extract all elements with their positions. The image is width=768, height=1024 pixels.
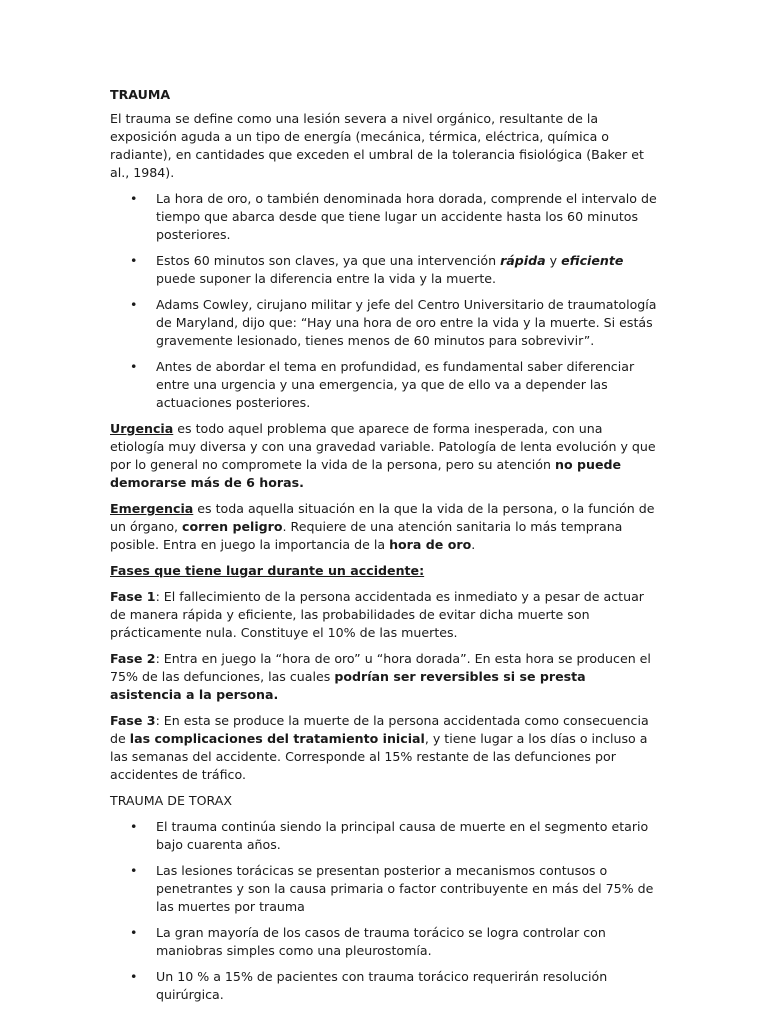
thorax-list <box>110 818 660 1004</box>
list-item <box>110 862 660 916</box>
list-item-text: La hora de oro, o también denominada hora dorada, comprende el intervalo de tiempo que abarca desde que tiene lugar un accidente hasta los 60 minutos posteriores. <box>156 191 657 242</box>
list-item-text: Un 10 % a 15% de pacientes con trauma torácico requerirán resolución quirúrgica. <box>156 969 608 1002</box>
list-item-text: El trauma continúa siendo la principal causa de muerte en el segmento etario bajo cuarenta años. <box>156 819 649 852</box>
document-page <box>110 86 660 1012</box>
bold-text: no puede demorarse más de 6 horas. <box>110 457 622 490</box>
urgencia-paragraph <box>110 420 660 492</box>
list-item-text: Las lesiones torácicas se presentan posterior a mecanismos contusos o penetrantes y son la causa primaria o factor contribuyente en más del 75% de las muertes por trauma <box>156 863 654 914</box>
list-item <box>110 358 660 412</box>
paragraph-text: : Entra en juego la “hora de oro” u “hora dorada”. En esta hora se producen el 75% de las defunciones, las cuales <box>110 651 651 684</box>
fase2-paragraph <box>110 650 660 704</box>
section-title-trauma: TRAUMA <box>110 87 171 102</box>
paragraph-text: . <box>471 537 476 552</box>
list-item-text: puede suponer la diferencia entre la vida y la muerte. <box>156 271 497 286</box>
emergencia-paragraph <box>110 500 660 554</box>
list-item-text: Estos 60 minutos son claves, ya que una intervención <box>156 253 501 268</box>
list-item-text: y <box>545 253 562 268</box>
paragraph-text: es toda aquella situación en la que la vida de la persona, o la función de un órgano, <box>110 501 655 534</box>
fase-label: Fase 2 <box>110 651 156 666</box>
emphasis-rapida: rápida <box>500 253 546 268</box>
section-title-trauma-torax: TRAUMA DE TORAX <box>110 793 232 808</box>
intro-paragraph: El trauma se define como una lesión severa a nivel orgánico, resultante de la exposición aguda a un tipo de energía (mecánica, térmica, eléctrica, química o radiante), en cantidades que exceden el umbral de la tolerancia fisiológica (Baker et al., 1984). <box>110 111 644 180</box>
golden-hour-list <box>110 190 660 412</box>
emphasis-eficiente: eficiente <box>561 253 624 268</box>
list-item-text: Adams Cowley, cirujano militar y jefe del Centro Universitario de traumatología de Maryland, dijo que: “Hay una hora de oro entre la vida y la muerte. Si estás gravemente lesionado, tienes menos de 60 minutos para sobrevivir”. <box>156 297 657 348</box>
term-emergencia: Emergencia <box>110 501 194 516</box>
list-item <box>110 968 660 1004</box>
fase-label: Fase 3 <box>110 713 156 728</box>
paragraph-text: , y tiene lugar a los días o incluso a las semanas del accidente. Corresponde al 15% restante de las defunciones por accidentes de tráfico. <box>110 731 648 782</box>
paragraph-text: . Requiere de una atención sanitaria lo más temprana posible. Entra en juego la importancia de la <box>110 519 623 552</box>
list-item <box>110 296 660 350</box>
list-item <box>110 252 660 288</box>
bold-text: corren peligro <box>182 519 283 534</box>
paragraph-text: : El fallecimiento de la persona accidentada es inmediato y a pesar de actuar de manera rápida y eficiente, las probabilidades de evitar dicha muerte son prácticamente nula. Constituye el 10% de las muertes. <box>110 589 644 640</box>
bold-text: las complicaciones del tratamiento inicial <box>129 731 425 746</box>
list-item <box>110 924 660 960</box>
list-item <box>110 190 660 244</box>
phases-heading: Fases que tiene lugar durante un accidente: <box>110 563 425 578</box>
bold-text: hora de oro <box>389 537 472 552</box>
fase1-paragraph <box>110 588 660 642</box>
paragraph-text: es todo aquel problema que aparece de forma inesperada, con una etiología muy diversa y con una gravedad variable. Patología de lenta evolución y que por lo general no compromete la vida de la persona, pero su atención <box>110 421 656 472</box>
paragraph-text: : En esta se produce la muerte de la persona accidentada como consecuencia de <box>110 713 649 746</box>
list-item-text: Antes de abordar el tema en profundidad, es fundamental saber diferenciar entre una urgencia y una emergencia, ya que de ello va a depender las actuaciones posteriores. <box>156 359 635 410</box>
bold-text: podrían ser reversibles si se presta asistencia a la persona. <box>110 669 586 702</box>
list-item <box>110 818 660 854</box>
fase3-paragraph <box>110 712 660 784</box>
list-item-text: La gran mayoría de los casos de trauma torácico se logra controlar con maniobras simples como una pleurostomía. <box>156 925 606 958</box>
term-urgencia: Urgencia <box>110 421 174 436</box>
fase-label: Fase 1 <box>110 589 156 604</box>
